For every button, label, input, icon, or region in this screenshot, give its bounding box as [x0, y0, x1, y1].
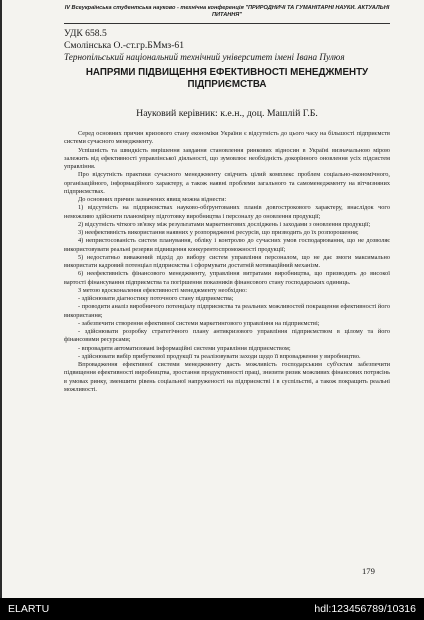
- list-item: - здійснювати діагностику поточного стану підприємства;: [78, 295, 234, 302]
- paper-title: НАПРЯМИ ПІДВИЩЕННЯ ЕФЕКТИВНОСТІ МЕНЕДЖМЕНТУ ПІДПРИЄМСТВА: [85, 67, 369, 90]
- paragraph: До основних причин зазначених явищ можна віднести:: [78, 196, 227, 203]
- paragraph: Серед основних причин кризового стану економіки України є відсутність до цього часу на більшості підприємств системи сучасного менеджменту.: [64, 130, 390, 146]
- footer-repository-name: ELARTU: [8, 603, 50, 615]
- list-item: 6) неефективність фінансового менеджменту, управління витратами виробництва, що призводить до високої вартості фінансування підприємства та погіршення показників фінансового стану господарських одиниць.: [64, 270, 390, 286]
- author-line: Смолінська О.-ст.гр.БМмз-61: [64, 40, 185, 51]
- supervisor-line: Науковий керівник: к.е.н., доц. Машлій Г.Б.: [136, 108, 318, 119]
- list-item: - забезпечити створення ефективної системи маркетингового управління на підприємстві;: [78, 319, 320, 327]
- list-item: - проводити аналіз виробничого потенціалу підприємства та реальних можливостей покращення ефективності його використання;: [64, 303, 390, 319]
- list-item: 2) відсутність чіткого зв'язку між результатами маркетингових досліджень і заходами з оновлення продукції;: [78, 220, 371, 228]
- body-text: [64, 130, 390, 394]
- affiliation-line: Тернопільський національний технічний університет імені Івана Пулюя: [64, 52, 345, 62]
- paragraph: З метою вдосконалення ефективності менеджменту необхідно:: [78, 286, 247, 294]
- header-divider: [64, 23, 390, 24]
- list-item: - здійснювати вибір прибуткової продукції та реалізовувати заходи щодо її впровадження у виробництво.: [78, 352, 361, 360]
- udk-code: УДК 658.5: [64, 28, 107, 39]
- paragraph: Про відсутність практики сучасного менеджменту свідчить цілий комплекс проблем соціально-економічного, організаційного, інформаційного характеру, а також наявні проблеми загального та самоменеджменту на вітчизняних підприємствах.: [64, 171, 390, 195]
- conference-header: IV Всеукраїнська студентська науково - технічна конференція "ПРИРОДНИЧІ ТА ГУМАНІТАРНІ НАУКИ. АКТУАЛЬНІ ПИТАННЯ": [64, 5, 390, 18]
- list-item: 4) непристосованість систем планування, обліку і контролю до сучасних умов господарювання, що не дозволяє використовувати реальні резерви підвищення конкурентоспроможності продукції;: [64, 237, 390, 253]
- repository-footer: [0, 598, 424, 620]
- list-item: - впровадити автоматизовані інформаційні системи управління підприємством;: [78, 344, 291, 352]
- list-item: - здійснювати розробку стратегічного плану антикризового управління підприємством в цілому та його фінансовими ресурсами;: [64, 328, 390, 344]
- paragraph: Впровадження ефективної системи менеджменту дасть можливість господарським суб'єктам забезпечити підвищення ефективності виробництва, зростання продуктивності праці, знизити ризик можливих фінансових потрясінь в умовах ринку, зменшити рівень соціальної напруженості на підприємстві і в суспільстві, а також покращить реальні можливості.: [64, 361, 390, 393]
- paragraph: Успішність та швидкість вирішення завдання становлення ринкових відносин в Україні визначальною мірою залежить від ефективності управлінської діяльності, що зумовлює необхідність докорінного оновлення усіх підсистем управління.: [64, 146, 390, 170]
- footer-handle[interactable]: hdl:123456789/10316: [314, 603, 416, 615]
- list-item: 5) недостатньо виважений підхід до вибору систем управління персоналом, що не дає змоги максимально використати кадровий потенціал підприємства і сформувати достатній мотиваційний механізм.: [64, 253, 390, 269]
- list-item: 3) неефективність використання наявних у розпорядженні ресурсів, що призводить до їх розпорошення;: [78, 229, 359, 236]
- page-number: 179: [362, 566, 375, 576]
- list-item: 1) відсутність на підприємствах науково-обґрунтованих планів довгострокового характеру, внаслідок чого неможливо здійснити планомірну підготовку виробництва і персоналу до оновлення продукції;: [64, 204, 390, 220]
